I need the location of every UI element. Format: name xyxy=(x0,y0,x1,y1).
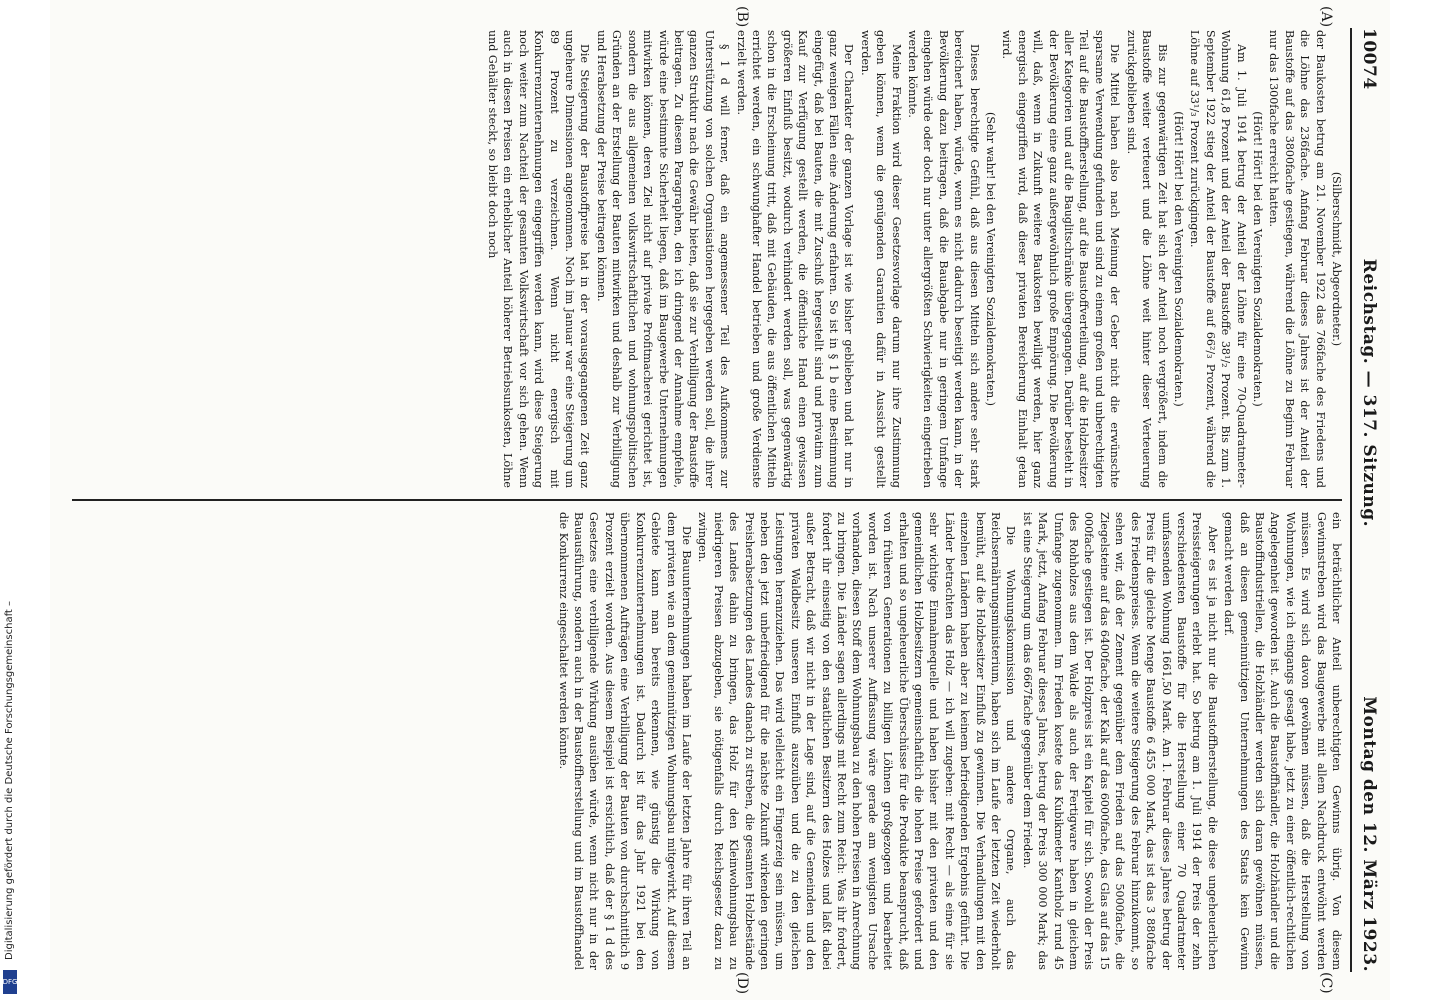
session-date: Montag den 12. März 1923. xyxy=(1359,696,1379,972)
page-header xyxy=(1354,28,1384,972)
paragraph: Dieses berechtigte Gefühl, daß aus diesen Mitteln sich andere sehr stark bereichert haben, würde, wenn es nicht dadurch beseitigt werden kann, in der Bevölkerung dazu beitragen, daß die Bauabgabe nur in geringem Umfange eingehen würde oder doch nur unter allergrößten Schwierigkeiten eingetrieben werden könnte. xyxy=(906,30,981,488)
scanned-page xyxy=(50,0,1390,1000)
header-rule xyxy=(1350,28,1352,972)
margin-marker-d: (D) xyxy=(734,972,750,995)
paragraph: Die Mittel haben also nach Meinung der Geber nicht die erwünschte sparsame Verwendung gefunden und sind zu einem großen und unberechtigten Teil auf die Baustoffherstellung, auf die Baustoffverteilung, auf die Holzbesitzer aller Kategorien und auf die Bauglitschränke übergegangen. Darüber besteht in der Bevölkerung eine ganz außergewöhnlich große Empörung. Die Bevölkerung will, daß, wenn in Zukunft weitere Baukosten bewilligt werden, hier ganz energisch eingegriffen wird, daß dieser privaten Bereicherung Einhalt getan wird. xyxy=(1000,30,1122,488)
paragraph: Aber es ist ja nicht nur die Baustoffherstellung, die diese ungeheuerlichen Preissteigerungen erlebt hat. So betrug am 1. Juli 1914 der Preis der zehn verschiedensten Baustoffe für die Herstellung einer 70 Quadratmeter umfassenden Wohnung 1661,50 Mark. Am 1. Februar dieses Jahres betrug der Preis für die gleiche Menge Baustoffe 6 455 000 Mark, das ist das 3 880fache des Friedenspreises. Wenn die weitere Steigerung des Februar hinzukommt, so sehen wir, daß der Zement gegenüber dem Frieden auf das 5000fache, die Ziegelsteine auf das 6400fache, der Kalk auf das 6000fache, das Glas auf das 15 000fache gestiegen ist. Der Holzpreis ist ein Kapitel für sich. Sowohl der Preis des Rohholzes aus dem Walde als auch der Fertigware haben in gleichem Umfange zugenommen. Im Frieden kostete das Kubikmeter Kantholz rund 45 Mark, jetzt, Anfang Februar dieses Jahres, betrug der Preis 300 000 Mark; das ist eine Steigerung um das 6667fache gegenüber dem Frieden. xyxy=(1020,512,1219,970)
paragraph: § 1 d will ferner, daß ein angemessener Teil des Aufkommens zur Unterstützung von solchen Organisationen hergegeben werden soll, die ihrer ganzen Struktur nach die Gewähr bieten, daß sie zur Verbilligung der Baustoffe beitragen. Zu diesem Paragraphen, den ich dringend der Annahme empfehle, würde eine bestimmte Sicherheit liegen, daß im Baugewerbe Unternehmungen mitwirken können, deren Ziel nicht auf private Profitmacherei gerichtet ist, sondern die aus allgemeinen volkswirtschaftlichen und wohnungspolitischen Gründen an der Erstellung der Bauten mitwirken und deshalb zur Verbilligung und Herabsetzung der Preise beitragen können. xyxy=(594,30,732,488)
paragraph: der Baukosten betrug am 21. November 1922 das 766fache des Friedens und die Löhne das 236fache. Anfang Februar dieses Jahres ist der Anteil der Baustoffe auf das 3800fache gestiegen, während die Löhne zu Beginn Februar nur das 1300fache erreicht hatten. xyxy=(1267,30,1327,488)
interjection: (Sehr wahr! bei den Vereinigten Sozialdemokraten.) xyxy=(984,112,998,406)
paragraph: Der Charakter der ganzen Vorlage ist wie bisher geblieben und hat nur in ganz wenigen Fällen eine Änderung erfahren. So ist in § 1 b eine Bestimmung eingefügt, daß bei Bauten, die mit Zuschuß hergestellt sind und privatim zum Kauf zur Verfügung gestellt werden, die öffentliche Hand einen gewissen größeren Einfluß besitzt, wodurch verhindert werden soll, was gegenwärtig schon in die Erscheinung tritt, daß mit Gebäuden, die aus öffentlichen Mitteln errichtet werden, ein schwunghafter Handel betrieben und große Verdienste erzielt werden. xyxy=(734,30,856,488)
interjection: (Hört! Hört! bei den Vereinigten Sozialdemokraten.) xyxy=(1250,111,1264,407)
margin-marker-b: (B) xyxy=(734,6,750,28)
interjection: (Hört! Hört! bei den Vereinigten Sozialdemokraten.) xyxy=(1171,111,1185,407)
paragraph: Die Bauunternehmungen haben im Laufe der letzten Jahre für ihren Teil an dem privaten wie an dem gemeinnützigen Wohnungsbau mitgewirkt. Auf diesem Gebiete kann man bereits erkennen, wie günstig die Wirkung von Konkurrenzunternehmungen ist. Dadurch ist für das Jahr 1921 bei den übernommenen Aufträgen eine Verbilligung der Bauten von durchschnittlich 9 Prozent erzielt worden. Aus diesem Beispiel ist ersichtlich, daß der § 1 d des Gesetzes eine verbilligende Wirkung ausüben würde, wenn nicht nur in der Bauausführung, sondern auch in der Baustoffherstellung und im Baustoffhandel die Konkurrenz eingeschaltet werden könnte. xyxy=(556,512,693,970)
speaker-line: (Silberschmidt, Abgeordneter.) xyxy=(1330,171,1343,347)
paragraph: Meine Fraktion wird dieser Gesetzesvorlage darum nur ihre Zustimmung geben können, wenn die genügenden Garantien dafür in Aussicht gestellt werden. xyxy=(858,30,903,488)
margin-marker-a: (A) xyxy=(1318,6,1334,28)
paragraph: Die Wohnungskommission und andere Organe, auch das Reichsernährungsministerium, haben sich im Laufe der letzten Zeit wiederholt bemüht, auf die Holzbesitzer Einfluß zu gewinnen. Die Verhandlungen mit den einzelnen Ländern haben aber zu keinem befriedigenden Ergebnis geführt. Die Länder betrachten das Holz — ich will zugeben: mit Recht — als eine für sie sehr wichtige Einnahmequelle und haben bisher mit den privaten und den gemeindlichen Holzbesitzern gemeinschaftlich die hohen Preise gefordert und erhalten und so ungeheuerliche Überschüsse für die Produkte beansprucht, daß von früheren Generationen zu billigen Löhnen großgezogen und bearbeitet worden ist. Nach unserer Auffassung wäre gerade am wenigsten Ursache vorhanden, diesen Stoff dem Wohnungsbau zu den hohen Preisen in Anrechnung zu bringen. Die Länder sagen allerdings mit Recht zum Reich: Was ihr fordert, fordert ihr einseitig von den staatlichen Besitzern des Holzes und laßt dabei außer Betracht, daß wir nicht in der Lage sind, auf die Gemeinden und den privaten Waldbesitz unseren Einfluß auszuüben und die zu den gleichen Leistungen heranzuziehen. Das wird vielleicht ein Fingerzeig sein müssen, um neben den jetzt unbefriedigend für die nächste Zukunft wirkenden geringen Preisherabsetzungen des Landes danach zu streben, die gesamten Holzbestände des Landes dahin zu bringen, das Holz für den Kleinwohnungsbau zu niedrigeren Preisen abzugeben, sie nötigenfalls durch Reichsgesetz dazu zu zwingen. xyxy=(696,512,1018,970)
dfg-logo-icon: DFG xyxy=(3,970,17,994)
page-number: 10074 xyxy=(1359,28,1379,90)
paragraph: Am 1. Juli 1914 betrug der Anteil der Löhne für eine 70-Quadratmeter-Wohnung 61,8 Prozent und der Anteil der Baustoffe 38¹/₂ Prozent. Bis zum 1. September 1922 stieg der Anteil der Baustoffe auf 66²/₃ Prozent, während die Löhne auf 33¹/₃ Prozent zurückgingen. xyxy=(1188,30,1248,488)
column-divider xyxy=(72,499,1342,501)
paragraph: ein beträchtlicher Anteil unberechtigten Gewinns übrig. Von diesem Gewinnstreben wird das Baugewerbe mit allem Nachdruck entwöhnt werden müssen. Es wird sich davon gewöhnen müssen, daß die Herstellung von Wohnungen, wie ich eingangs gesagt habe, jetzt zu einer öffentlich-rechtlichen Angelegenheit geworden ist. Auch die Baustoffhändler, die Holzhändler und die Baustoffindustriellen, die Holzhändler werden sich daran gewöhnen müssen, daß an diesen gemeinnützigen Unternehmungen des Staats kein Gewinn gemacht werden darf. xyxy=(1222,512,1343,970)
paragraph: Die Steigerung der Baustoffpreise hat in der vorausgegangenen Zeit ganz ungeheure Dimensionen angenommen. Noch im Januar war eine Steigerung um 89 Prozent zu verzeichnen. Wenn nicht energisch mit Konkurrenzunternehmungen eingegriffen werden kann, wird diese Steigerung noch weiter zum Nachteil der gesamten Volkswirtschaft vor sich gehen. Wenn auch in diesen Preisen ein erheblicher Anteil höherer Betriebsunkosten, Löhne und Gehälter steckt, so bleibt doch noch xyxy=(486,30,592,488)
side-credit-strip xyxy=(2,0,18,1000)
right-column xyxy=(54,512,1344,970)
margin-marker-c: (C) xyxy=(1318,972,1334,994)
session-title: Reichstag. — 317. Sitzung. xyxy=(1359,258,1379,528)
left-column xyxy=(54,30,1344,488)
digitization-credit: Digitalisierung gefördert durch die Deutsche Forschungsgemeinschaft – xyxy=(4,600,15,960)
paragraph: Bis zur gegenwärtigen Zeit hat sich der Anteil noch vergrößert, indem die Baustoffe weiter verteuert und die Löhne weit hinter dieser Verteuerung zurückgeblieben sind. xyxy=(1124,30,1169,488)
